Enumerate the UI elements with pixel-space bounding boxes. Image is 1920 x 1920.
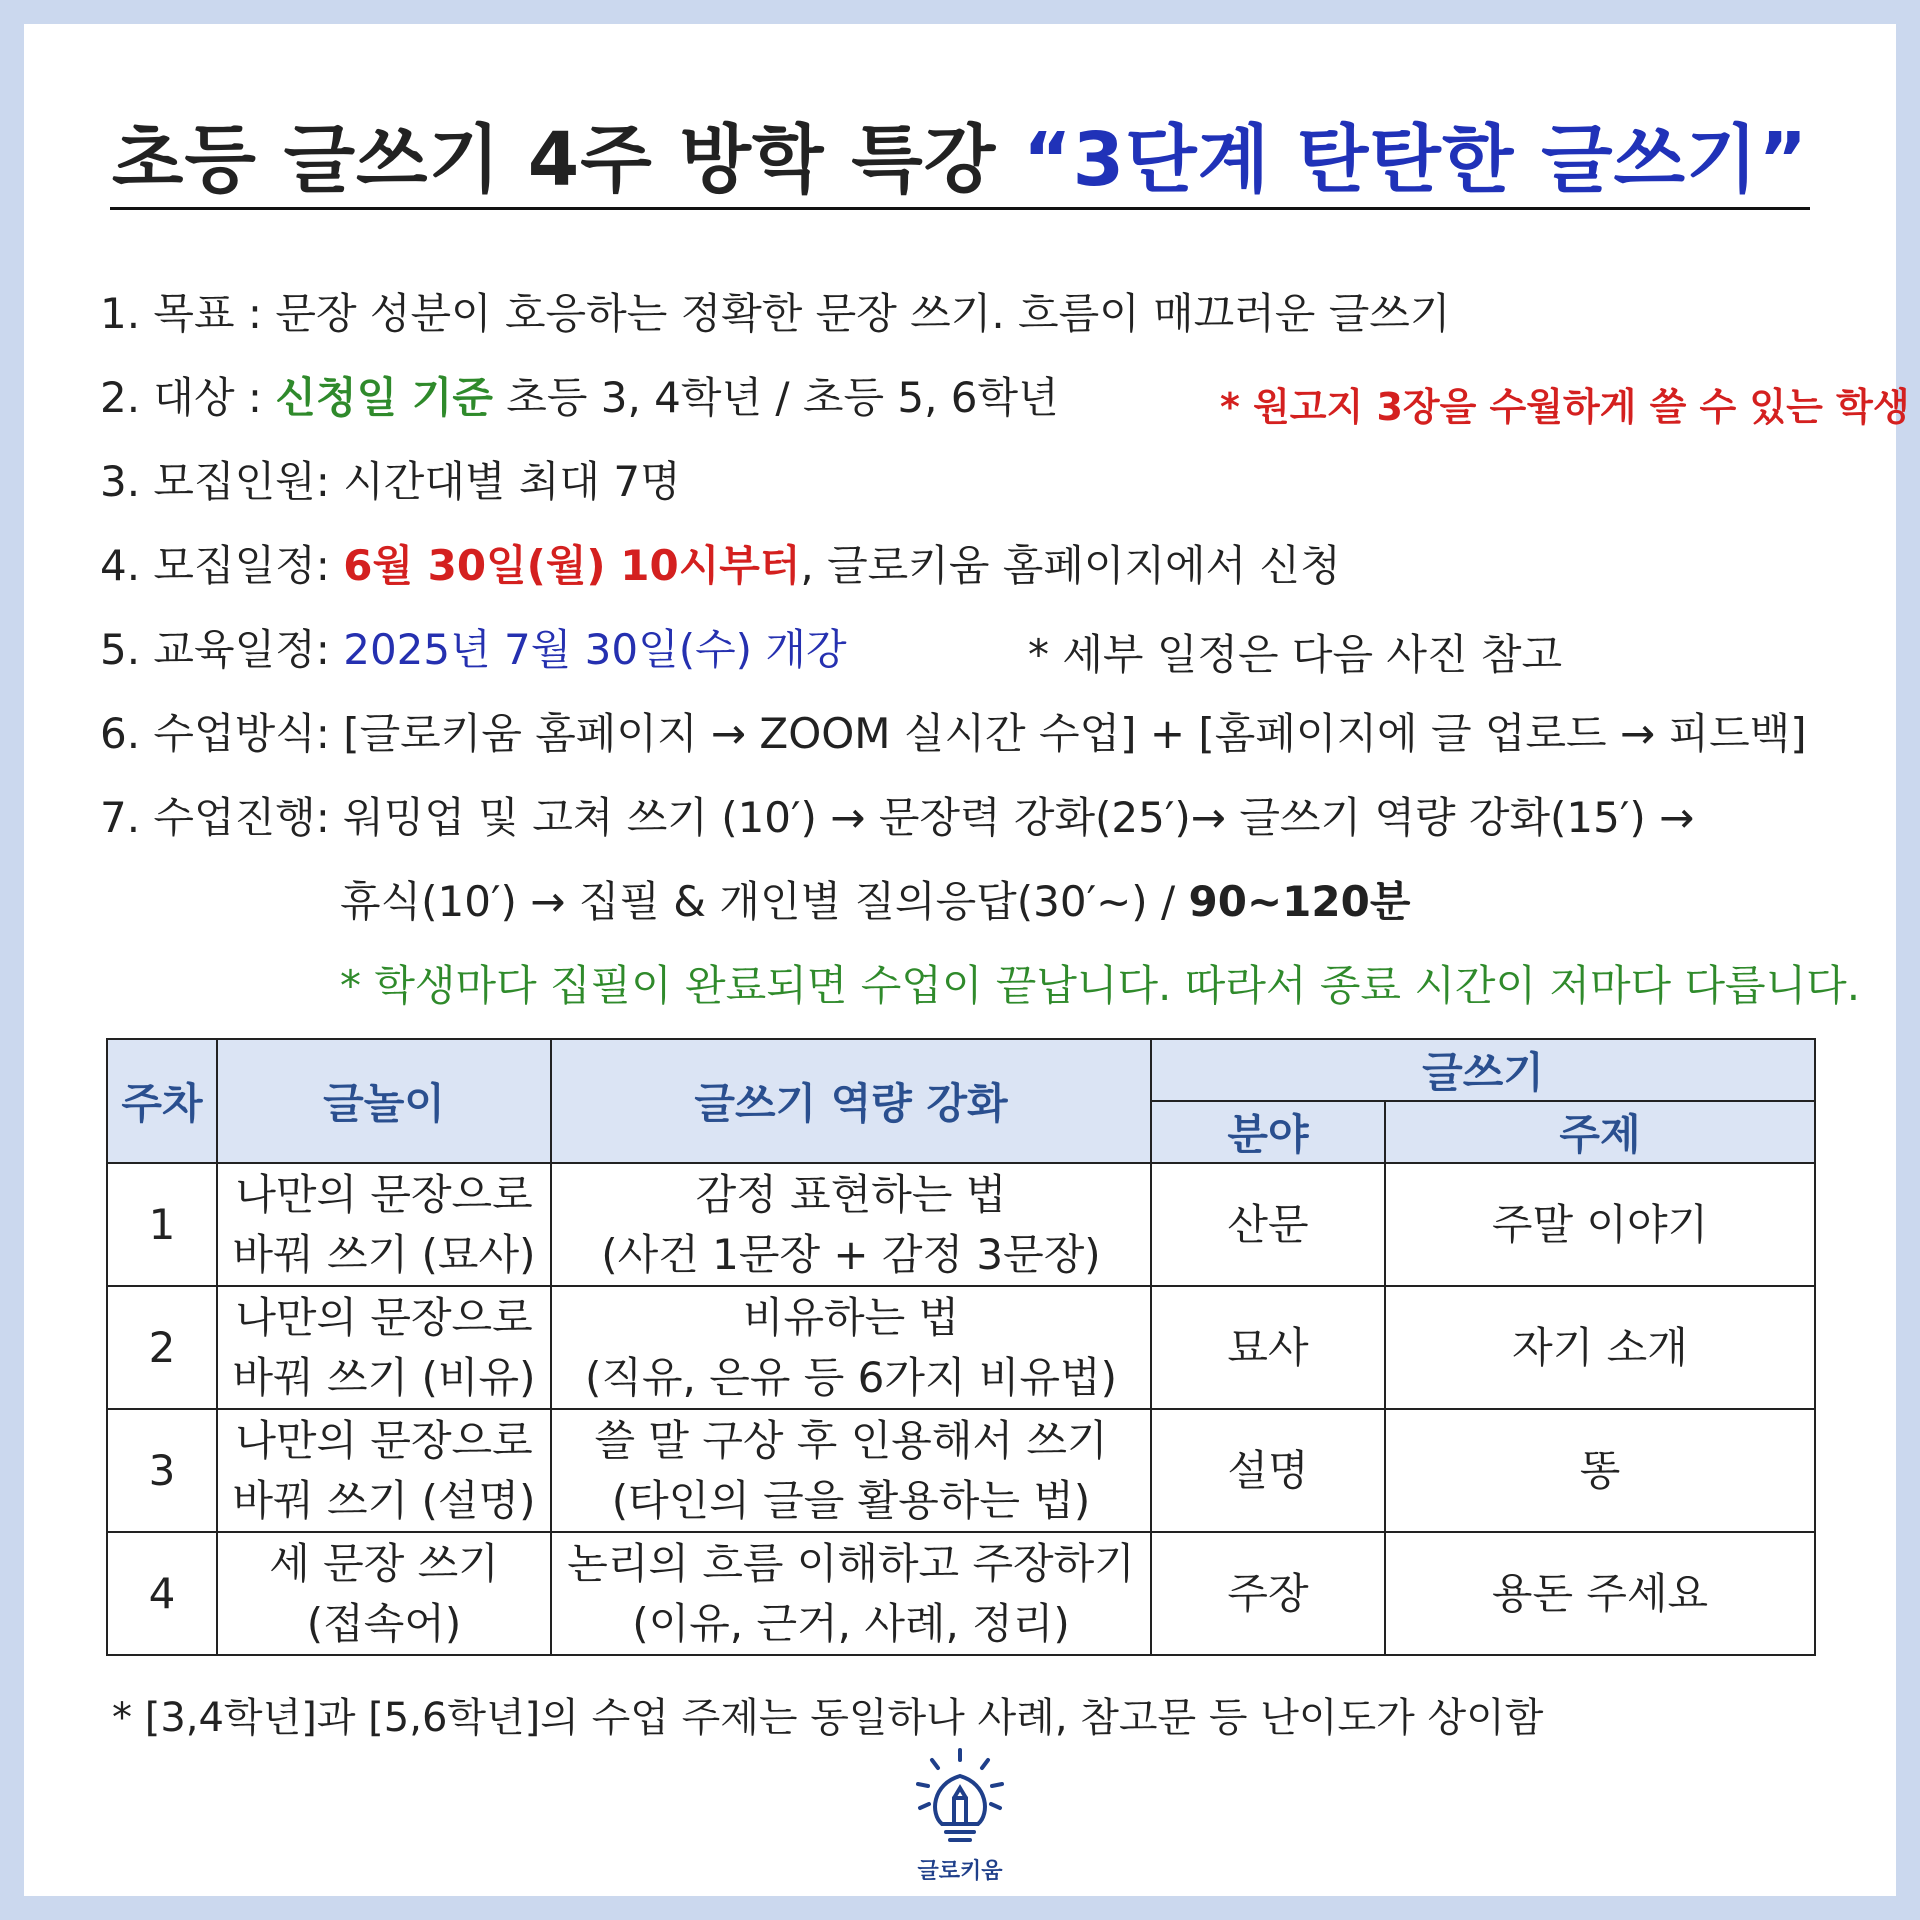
title-highlight: “3단계 탄탄한 글쓰기” (1023, 117, 1809, 203)
cell-play-line1: 세 문장 쓰기 (269, 1538, 499, 1588)
item-recruit-label: 4. 모집일정: (100, 541, 344, 590)
cell-skill (551, 1532, 1151, 1655)
cell-skill-line2: (타인의 글을 활용하는 법) (611, 1475, 1091, 1525)
item-recruit (100, 538, 1341, 594)
header-topic: 주제 (1385, 1101, 1815, 1163)
item-progress: 7. 수업진행: 워밍업 및 고쳐 쓰기 (10′) → 문장력 강화(25′)→ 글쓰기 역량 강화(15′) → (100, 793, 1695, 842)
cell-skill-line1: 논리의 흐름 이해하고 주장하기 (567, 1538, 1135, 1588)
table-footnote: * [3,4학년]과 [5,6학년]의 수업 주제는 동일하나 사례, 참고문 등 난이도가 상이함 (112, 1695, 1544, 1741)
schedule-note: * 세부 일정은 다음 사진 참고 (1028, 630, 1563, 679)
cell-topic: 용돈 주세요 (1385, 1532, 1815, 1655)
cell-skill-line1: 감정 표현하는 법 (695, 1169, 1007, 1219)
cell-field: 산문 (1151, 1163, 1385, 1286)
cell-play-line1: 나만의 문장으로 (235, 1292, 533, 1342)
cell-skill-line2: (이유, 근거, 사례, 정리) (632, 1598, 1070, 1648)
cell-play (217, 1163, 551, 1286)
cell-topic: 똥 (1385, 1409, 1815, 1532)
page-title (24, 116, 1896, 210)
cell-play-line2: (접속어) (306, 1598, 462, 1648)
cell-field: 설명 (1151, 1409, 1385, 1532)
cell-play-line1: 나만의 문장으로 (235, 1169, 533, 1219)
cell-week: 1 (107, 1163, 217, 1286)
cell-play-line2: 바꿔 쓰기 (묘사) (232, 1229, 536, 1279)
item-schedule-label: 5. 교육일정: (100, 625, 344, 674)
cell-topic: 자기 소개 (1385, 1286, 1815, 1409)
cell-skill-line2: (직유, 은유 등 6가지 비유법) (585, 1352, 1117, 1402)
cell-play-line1: 나만의 문장으로 (235, 1415, 533, 1465)
header-skill: 글쓰기 역량 강화 (551, 1039, 1151, 1163)
cell-field: 묘사 (1151, 1286, 1385, 1409)
cell-week: 4 (107, 1532, 217, 1655)
item-target (100, 370, 1059, 426)
item-target-value: 초등 3, 4학년 / 초등 5, 6학년 (492, 373, 1059, 422)
target-note: * 원고지 3장을 수월하게 쓸 수 있는 학생 (1220, 385, 1910, 429)
table-row (107, 1532, 1815, 1655)
curriculum-table (106, 1038, 1816, 1656)
cell-skill (551, 1163, 1151, 1286)
cell-skill (551, 1286, 1151, 1409)
item-target-label: 2. 대상 : (100, 373, 276, 422)
lightbulb-pencil-icon (910, 1744, 1010, 1854)
cell-play (217, 1286, 551, 1409)
cell-skill-line2: (사건 1문장 + 감정 3문장) (601, 1229, 1101, 1279)
cell-skill-line1: 비유하는 법 (742, 1292, 960, 1342)
item-schedule-date: 2025년 7월 30일(수) 개강 (343, 625, 847, 674)
progress-note: * 학생마다 집필이 완료되면 수업이 끝납니다. 따라서 종료 시간이 저마다 다릅니다. (340, 961, 1861, 1010)
cell-skill (551, 1409, 1151, 1532)
table-row (107, 1286, 1815, 1409)
cell-topic: 주말 이야기 (1385, 1163, 1815, 1286)
cell-field: 주장 (1151, 1532, 1385, 1655)
header-writing: 글쓰기 (1151, 1039, 1815, 1101)
cell-week: 2 (107, 1286, 217, 1409)
cell-play-line2: 바꿔 쓰기 (설명) (232, 1475, 536, 1525)
item-progress-cont (340, 874, 1410, 930)
page-frame (24, 24, 1910, 1896)
cell-play-line2: 바꿔 쓰기 (비유) (232, 1352, 536, 1402)
item-capacity: 3. 모집인원: 시간대별 최대 7명 (100, 457, 681, 506)
item-progress-cont-text: 휴식(10′) → 집필 & 개인별 질의응답(30′~) / (340, 877, 1189, 926)
cell-play (217, 1409, 551, 1532)
logo-text: 글로키움 (917, 1859, 1003, 1884)
item-recruit-date: 6월 30일(월) 10시부터 (343, 541, 801, 590)
table-row (107, 1409, 1815, 1532)
item-schedule (100, 622, 847, 678)
item-goal: 1. 목표 : 문장 성분이 호응하는 정확한 문장 쓰기. 흐름이 매끄러운 글쓰기 (100, 289, 1451, 338)
item-recruit-value: , 글로키움 홈페이지에서 신청 (800, 541, 1341, 590)
header-week: 주차 (107, 1039, 217, 1163)
item-target-highlight: 신청일 기준 (275, 373, 493, 422)
cell-week: 3 (107, 1409, 217, 1532)
brand-logo (910, 1744, 1010, 1885)
header-field: 분야 (1151, 1101, 1385, 1163)
table-row (107, 1163, 1815, 1286)
title-main: 초등 글쓰기 4주 방학 특강 (111, 117, 1023, 203)
cell-play (217, 1532, 551, 1655)
item-progress-duration: 90~120분 (1188, 877, 1411, 926)
cell-skill-line1: 쓸 말 구상 후 인용해서 쓰기 (594, 1415, 1108, 1465)
item-method: 6. 수업방식: [글로키움 홈페이지 → ZOOM 실시간 수업] + [홈페이지에 글 업로드 → 피드백] (100, 709, 1807, 758)
header-play: 글놀이 (217, 1039, 551, 1163)
